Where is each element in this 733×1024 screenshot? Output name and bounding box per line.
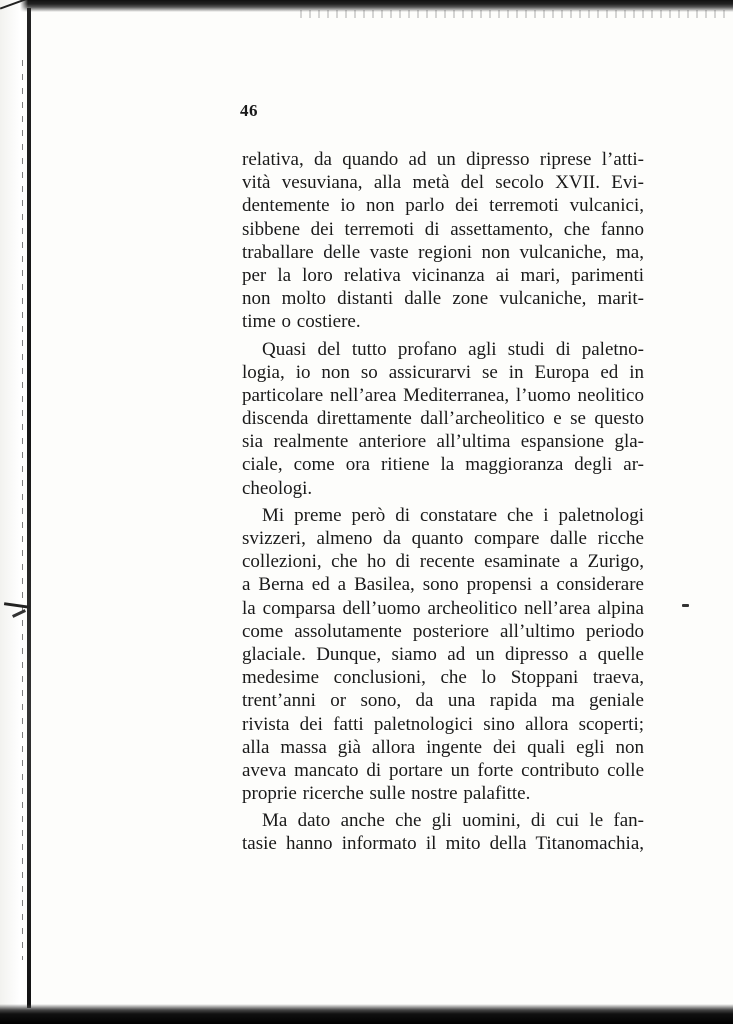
binding-edge-dashes bbox=[22, 60, 23, 960]
text-line: come assolutamente posteriore all’ultimo periodo bbox=[242, 620, 644, 642]
text-line: relativa, da quando ad un dipresso riprese l’atti- bbox=[242, 149, 644, 170]
text-line: non molto distanti dalle zone vulcaniche, marit- bbox=[242, 288, 644, 310]
text-line: sibbene dei terremoti di assettamento, che fanno bbox=[242, 218, 644, 240]
text-line: alla massa già allora ingente dei quali egli non bbox=[242, 736, 644, 758]
text-line: traballare delle vaste regioni non vulcaniche, ma, bbox=[242, 241, 644, 263]
text-line: cheologi. bbox=[242, 477, 313, 499]
text-line: a Berna ed a Basilea, sono propensi a considerare bbox=[242, 574, 644, 596]
text-line: glaciale. Dunque, siamo ad un dipresso a quelle bbox=[242, 643, 644, 665]
text-line: logia, io non so assicurarvi se in Europa ed in bbox=[242, 361, 644, 383]
text-line: Quasi del tutto profano agli studi di paletno- bbox=[262, 338, 644, 360]
text-line: aveva mancato di portare un forte contributo colle bbox=[242, 759, 644, 781]
text-line: rivista dei fatti paletnologici sino allora scoperti; bbox=[242, 713, 644, 735]
text-line: Mi preme però di constatare che i paletnologi bbox=[262, 504, 644, 526]
binding-edge-line bbox=[27, 8, 31, 1008]
text-line: vità vesuviana, alla metà del secolo XVII. Evi- bbox=[242, 172, 644, 194]
text-line: Ma dato anche che gli uomini, di cui le fan- bbox=[262, 810, 644, 832]
text-line: svizzeri, almeno da quanto compare dalle ricche bbox=[242, 528, 644, 549]
text-line: time o costiere. bbox=[242, 311, 361, 333]
scan-top-speckle bbox=[300, 10, 730, 18]
scan-left-margin bbox=[0, 0, 28, 1024]
text-line: per la loro relativa vicinanza ai mari, parimenti bbox=[242, 264, 644, 286]
text-line: medesime conclusioni, che lo Stoppani traeva, bbox=[242, 667, 644, 689]
text-line: particolare nell’area Mediterranea, l’uomo neolitico bbox=[242, 384, 644, 406]
text-line: proprie ricerche sulle nostre palafitte. bbox=[242, 783, 531, 805]
scan-bottom-edge bbox=[0, 1004, 733, 1024]
text-line: tasie hanno informato il mito della Titanomachia, bbox=[242, 833, 644, 855]
stray-ink-mark bbox=[682, 604, 689, 607]
text-line: la comparsa dell’uomo archeolitico nell’area alpina bbox=[242, 597, 644, 619]
page-number: 46 bbox=[240, 101, 258, 120]
text-line: ciale, come ora ritiene la maggioranza degli ar- bbox=[242, 454, 644, 476]
text-line: sia realmente anteriore all’ultima espansione gla- bbox=[242, 431, 644, 453]
text-line: dentemente io non parlo dei terremoti vulcanici, bbox=[242, 195, 644, 217]
body-text bbox=[242, 148, 644, 856]
text-line: discenda direttamente dall’archeolitico e se questo bbox=[242, 408, 644, 430]
text-line: collezioni, che ho di recente esaminate a Zurigo, bbox=[242, 551, 644, 573]
text-line: trent’anni or sono, da una rapida ma geniale bbox=[242, 690, 644, 712]
